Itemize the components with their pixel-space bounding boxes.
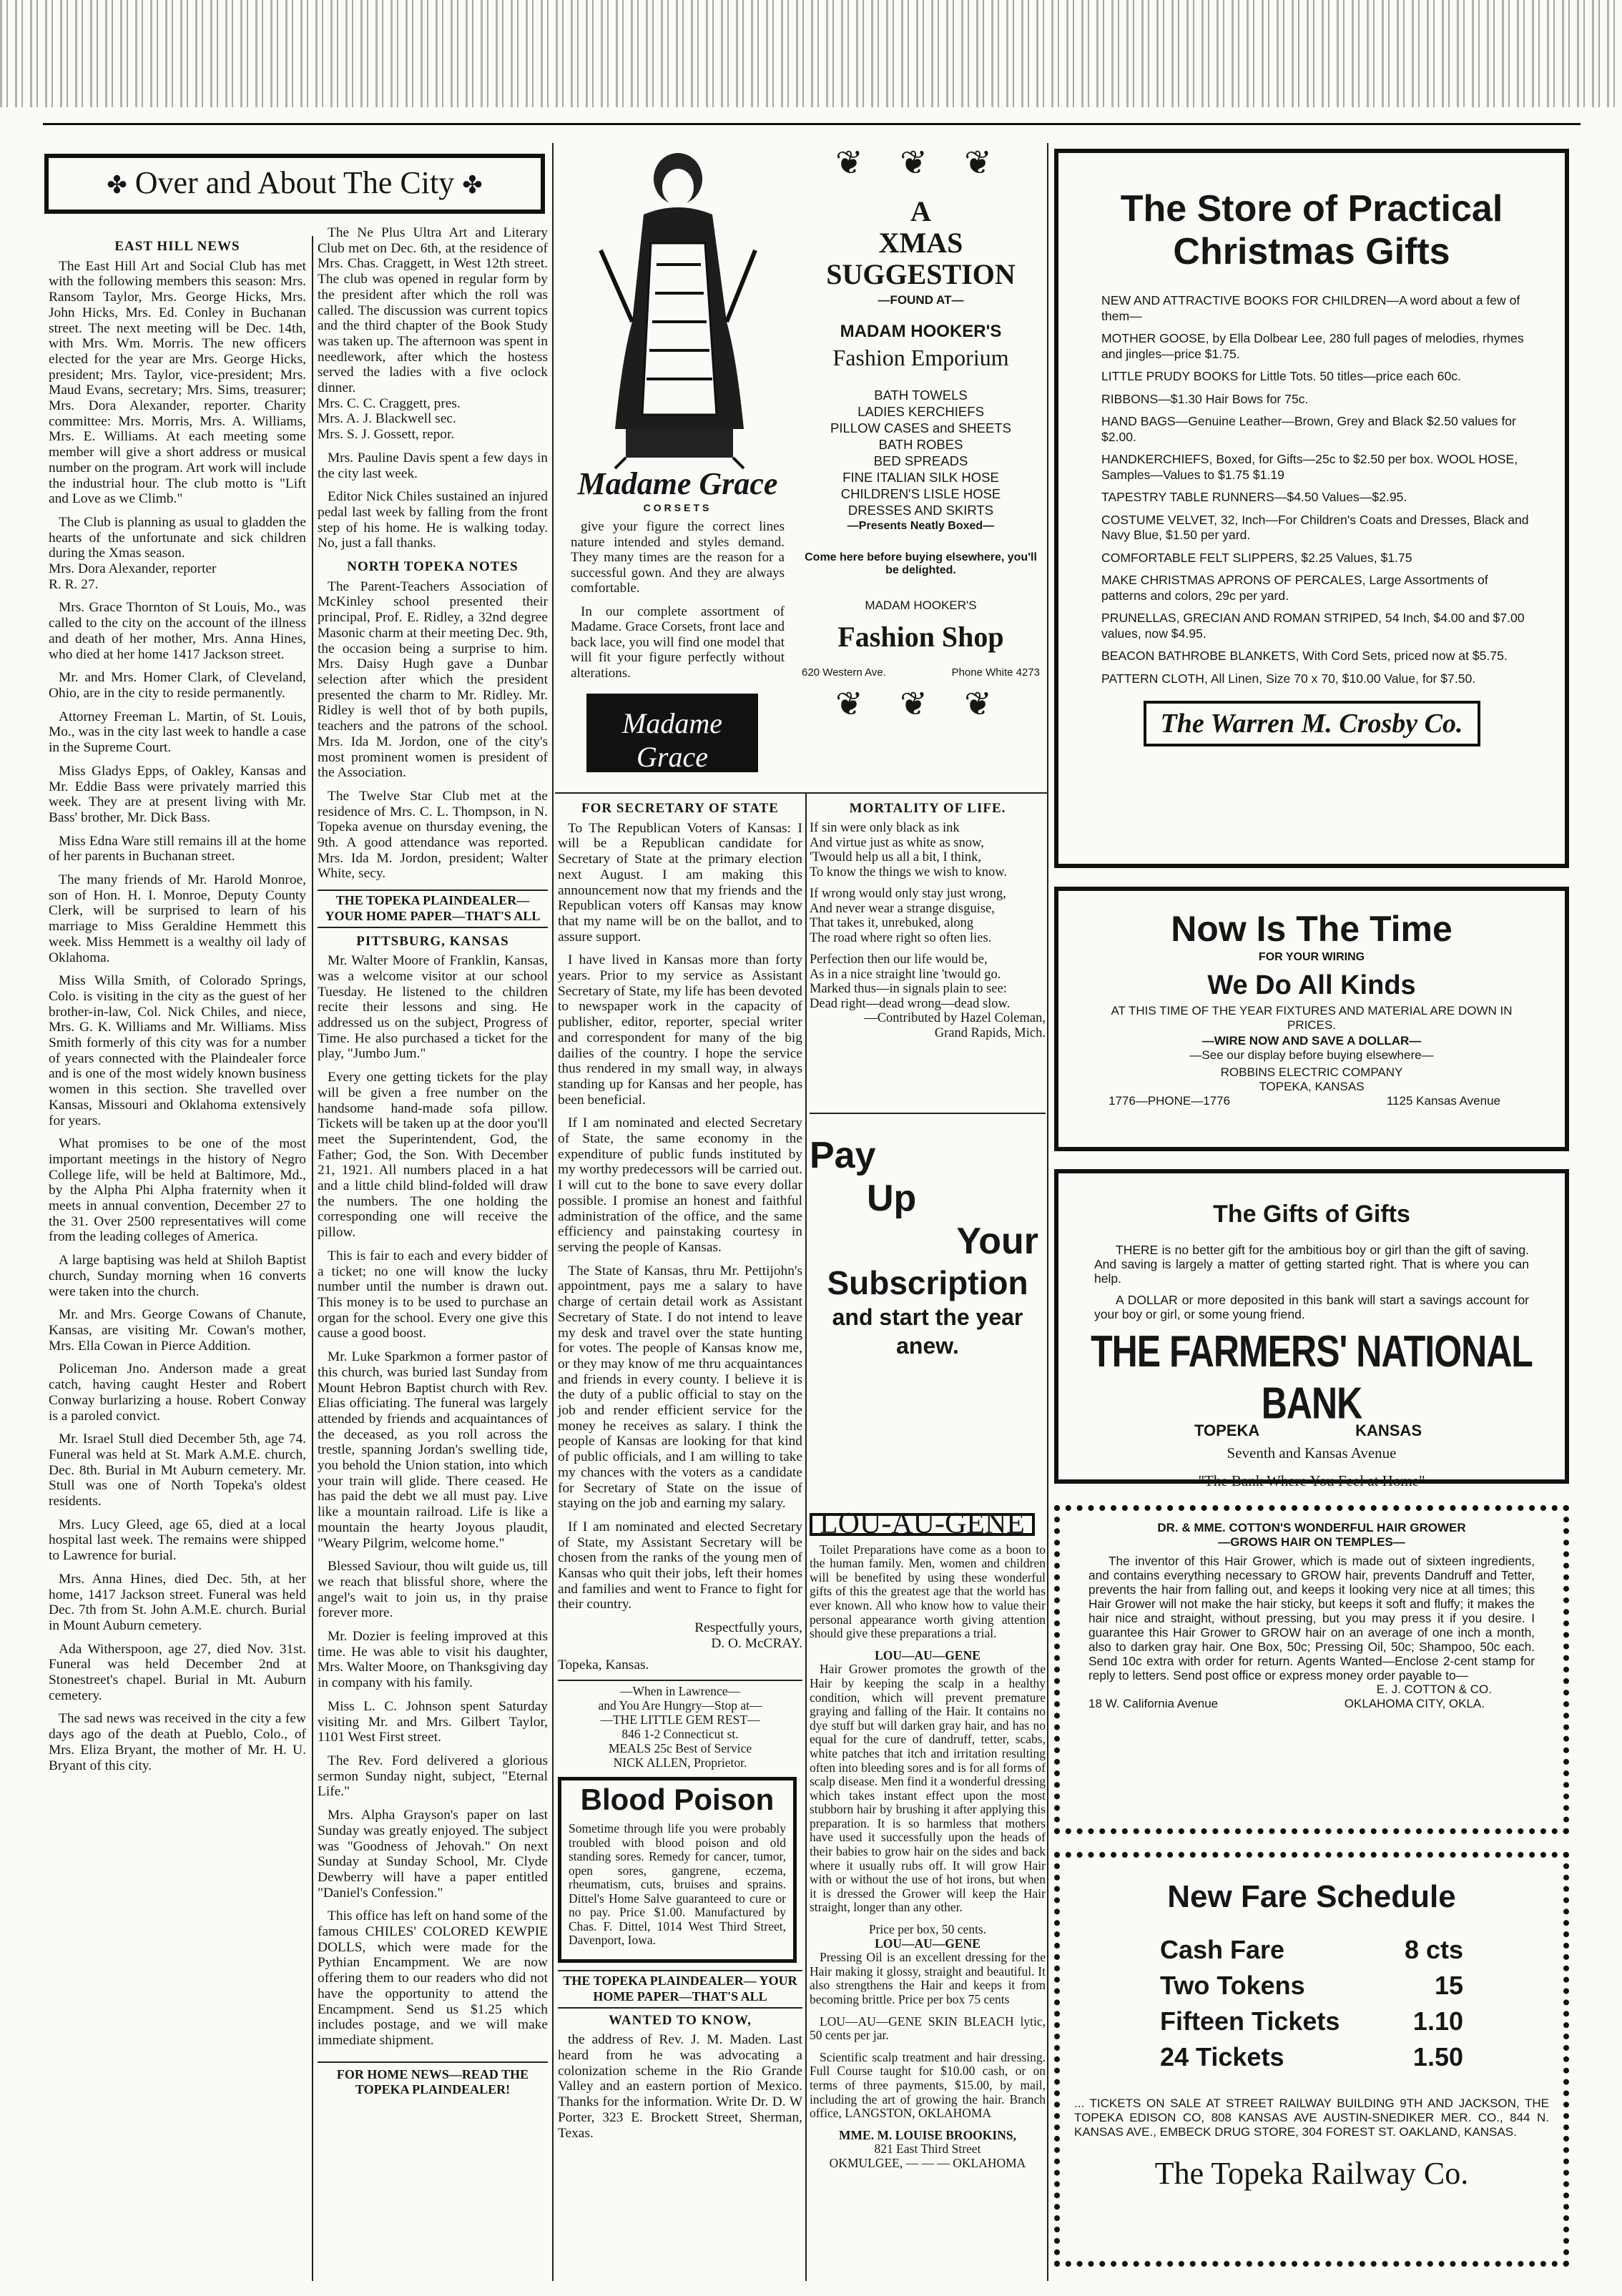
- gem-rest-line: and You Are Hungry—Stop at—: [598, 1698, 762, 1713]
- store-item: TAPESTRY TABLE RUNNERS—$4.50 Values—$2.95.: [1101, 490, 1407, 504]
- secretary-place: Topeka, Kansas.: [558, 1657, 649, 1672]
- news-paragraph: Every one getting tickets for the play will be given a free number on the handsome hand-made sofa pillow. Tickets will be taken up at the door you'll meet the Superintendent, God, the Father; God, the Son. With December 21, 1921. All numbers placed in a hat and a little child blind-folded will draw the numbers. The one holding the corresponding one will receive the pillow.: [318, 1070, 548, 1241]
- corset-label-box: [586, 694, 758, 784]
- fare-company: The Topeka Railway Co.: [1154, 2156, 1469, 2191]
- fare-label: Fifteen Tickets: [1160, 2006, 1340, 2036]
- store-item: COSTUME VELVET, 32, Inch—For Children's Coats and Dresses, Black and Navy Blue, $1.50 per yard.: [1101, 512, 1529, 542]
- blood-poison-title: Blood Poison: [580, 1783, 775, 1817]
- xmas-shop-sub: Fashion Shop: [837, 621, 1004, 653]
- masthead-title: Over and About The City: [134, 165, 455, 200]
- news-paragraph: The Twelve Star Club met at the residence of Mrs. C. L. Thompson, in N. Topeka avenue on thursday evening, the 9th. A good attendance was reported. Mrs. Ida M. Jordon, president; Walter White, secy.: [318, 788, 548, 882]
- electric-sub: FOR YOUR WIRING: [1258, 951, 1365, 963]
- xmas-come: Come here before buying elsewhere, you'll be delighted.: [805, 551, 1037, 576]
- poem-line: The road where right so often lies.: [810, 930, 992, 945]
- fare-ad: [1054, 1852, 1569, 2267]
- gem-rest-line: —THE LITTLE GEM REST—: [600, 1713, 760, 1728]
- bank-name: THE FARMERS' NATIONAL BANK: [1091, 1326, 1533, 1429]
- blood-poison-ad: [558, 1777, 797, 1963]
- xmas-line2: XMAS: [878, 227, 963, 259]
- fare-row: [1160, 2004, 1463, 2039]
- secretary-closing: Respectfully yours,: [694, 1620, 802, 1636]
- lou-city: OKMULGEE, — — — OKLAHOMA: [829, 2155, 1026, 2170]
- plaindealer-divider: THE TOPEKA PLAINDEALER— YOUR HOME PAPER—THAT'S ALL: [318, 890, 548, 927]
- lou-signer: MME. M. LOUISE BROOKINS,: [839, 2127, 1016, 2142]
- secretary-paragraph: The State of Kansas, thru Mr. Pettijohn's appointment, pays me a salary to have charge of certain detail work as Assistant Secretary of State. I do not intend to leave my desk and travel over the state hunting for votes. The people of Kansas know me, or they may know of me thru acquaintances and friends in every county. I believe it is the duty of a public official to stay on the job and render efficient service for the money he receives as salary. I think the people of Kansas are looking for that kind of public officials, and I am willing to take my chances with the voters as a candidate for Secretary of State on the issue of staying on the job and earning my salary.: [558, 1263, 802, 1512]
- hair-grower-ad: [1054, 1505, 1569, 1834]
- mortality-poem: [810, 821, 1046, 1011]
- hair-signer: E. J. COTTON & CO.: [1376, 1682, 1492, 1696]
- lou-heading2: LOU—AU—GENE: [875, 1936, 980, 1951]
- bank-title: The Gifts of Gifts: [1213, 1201, 1410, 1228]
- xmas-item: BED SPREADS: [873, 453, 968, 468]
- mortality-credit-place: Grand Rapids, Mich.: [934, 1026, 1046, 1040]
- blood-poison-body: Sometime through life you were probably troubled with blood poison and old standing sores. Remedy for cancer, tumor, open sores, gangrene, eczema, rheumatism, cuts, bruises and sprains. Dittel's Home Salve guaranteed to cure or no pay. Price $1.00. Manufactured by Chas. F. Dittel, 1014 West Third Street, Davenport, Iowa.: [569, 1821, 786, 1948]
- fare-label: 24 Tickets: [1160, 2042, 1284, 2071]
- poem-line: And never wear a strange disguise,: [810, 901, 995, 916]
- store-item: PATTERN CLOTH, All Linen, Size 70 x 70, $10.00 Value, for $7.50.: [1101, 671, 1476, 686]
- woman-illustration-icon: [558, 143, 797, 472]
- column-2-part-b: [318, 579, 548, 882]
- store-item: LITTLE PRUDY BOOKS for Little Tots. 50 titles—price each 60c.: [1101, 369, 1461, 383]
- store-item: MAKE CHRISTMAS APRONS OF PERCALES, Large Assortments of patterns and colors, 29c per yard.: [1101, 573, 1488, 603]
- secretary-column: [558, 798, 802, 2282]
- news-paragraph: Policeman Jno. Anderson made a great catch, having caught Hester and Robert Conway burlarizing a house. Robert Conway is a paroled convict.: [49, 1361, 306, 1424]
- gem-rest-ad: [558, 1680, 802, 1770]
- lou-price1: Price per box, 50 cents.: [868, 1922, 987, 1937]
- fare-row: [1160, 2039, 1463, 2075]
- news-paragraph: What promises to be one of the most important meetings in the history of Negro College life, will be held at Baltimore, Md., by the Alpha Phi Alpha fraternity when it meets in annual convention, December 27 to the 31. Over 2500 representatives will come from the leading colleges of America.: [49, 1136, 306, 1245]
- poem-line: Perfection then our life would be,: [810, 952, 988, 967]
- bank-city: TOPEKA: [1194, 1422, 1260, 1439]
- news-paragraph: The Club is planning as usual to gladden the hearts of the unfortunate and sick children during the Xmas season. Mrs. Dora Alexander, reporter R. R. 27.: [49, 514, 306, 592]
- secretary-paragraph: To The Republican Voters of Kansas: I will be a Republican candidate for Secretary of State at the primary election next August. I am making this announcement now that my friends and the Republican voters off Kansas may know that my name will be on the ballot, and to assure support.: [558, 820, 802, 945]
- hair-body: The inventor of this Hair Grower, which is made out of sixteen ingredients, and contains everything necessary to GROW hair, prevents Dandruff and Tetter, prevents the hair from falling out, and keeps it looking very nice at all times; this Hair Grower will not make the hair sticky, but keeps it soft and fluffy; it makes the hair nice and straight, without pressing, but you may press it if you desire. I guarantee this Hair Grower to GROW hair on an average of one inch a month, also to darken gray hair. One Box, 50c; Pressing Oil, 50c; Shampoo, 50c each. Send 10c extra with order for return. Agents Wanted—Enclose 2-cent stamp for reply to letters. Send post office or express money order payable to—: [1088, 1554, 1535, 1682]
- pay-up-l4: Subscription: [827, 1264, 1028, 1301]
- fare-row: [1160, 1968, 1463, 2004]
- pittsburg-heading: PITTSBURG, KANSAS: [356, 933, 509, 949]
- news-paragraph: Mr. Dozier is feeling improved at this time. He was able to visit his daughter, Mrs. Walter Moore, on Thanksgiving day in company with his family.: [318, 1629, 548, 1691]
- xmas-ad: [797, 143, 1044, 787]
- news-paragraph: Miss Edna Ware still remains ill at the home of her parents in Buchanan street.: [49, 833, 306, 864]
- gem-rest-line: 846 1-2 Connecticut st.: [621, 1727, 739, 1742]
- xmas-item: DRESSES AND SKIRTS: [847, 503, 994, 518]
- poem-line: That takes it, unrebuked, along: [810, 916, 974, 930]
- electric-company: ROBBINS ELECTRIC COMPANY: [1220, 1065, 1403, 1079]
- news-paragraph: Miss Gladys Epps, of Oakley, Kansas and Mr. Eddie Bass were privately married this week. They are at present living with Mr. Bass' brother, Mr. Dick Bass.: [49, 763, 306, 825]
- row-rule: [555, 792, 1047, 794]
- column-2-part-c: [318, 953, 548, 2048]
- pay-up-ad: [810, 1134, 1046, 1492]
- store-item: HANDKERCHIEFS, Boxed, for Gifts—25c to $2.50 per box. WOOL HOSE, Samples—Values to $1.75 $1.19: [1101, 452, 1518, 482]
- store-item: COMFORTABLE FELT SLIPPERS, $2.25 Values, $1.75: [1101, 550, 1412, 565]
- store-item: NEW AND ATTRACTIVE BOOKS FOR CHILDREN—A word about a few of them—: [1101, 293, 1520, 323]
- secretary-heading: FOR SECRETARY OF STATE: [581, 801, 779, 816]
- poem-line: [810, 880, 1046, 887]
- poem-line: [810, 945, 1046, 952]
- hair-sub: —GROWS HAIR ON TEMPLES—: [1218, 1535, 1405, 1549]
- column-rule: [552, 143, 554, 2281]
- secretary-body: [558, 821, 802, 1612]
- pay-up-l1: Pay: [810, 1135, 876, 1176]
- lou-p1: Hair Grower promotes the growth of the Hair by keeping the scalp in a healthy condition, which will prevent premature graying and falling of the Hair. It contains no dye stuff but will darken gray hair, and has no equal for the cure of dandruff, tetter, scabs, white patches that itch and irritation resulting often into bleeding sores and is for all forms of scalp disease. Men find it a wonderful dressing which takes instant effect upon the most stubborn hair by brushing it after applying this preparation. It is so harmless that mothers have used it successfully upon the heads of their babies to grow hair on the sides and back where it usually rubs off. It will grow Hair with or without the use of hot irons, but when it is dressed the Grower will keep the Hair straight, longer than any other.: [810, 1662, 1046, 1915]
- gem-rest-line: NICK ALLEN, Proprietor.: [613, 1755, 747, 1770]
- lou-p3: LOU—AU—GENE SKIN BLEACH lytic, 50 cents per jar.: [810, 2014, 1046, 2043]
- xmas-store-sub: Fashion Emporium: [832, 345, 1009, 370]
- news-paragraph: The many friends of Mr. Harold Monroe, son of Hon. H. I. Monroe, Deputy County Clerk, will be surprised to learn of his marriage to Miss Geraldine Hemmett this week. Miss Hemmett is a wealthy oil lady of Oklahoma.: [49, 872, 306, 965]
- news-paragraph: Mr. Luke Sparkmon a former pastor of this church, was buried last Sunday from Mount Hebron Baptist church with Rev. Elias officiating. The funeral was largely attended by friends and acquaintances of the deceased, as you roll across the trestle, spanning Jordan's swelling tide, you behold the Union station, into which your train will glide. There ceased. He has paid the debt we all must pay. Live like a mountain railroad. Life is like a mountain the hearty Joyous plaudit, "Weary Pilgrim, welcome home.": [318, 1349, 548, 1551]
- hair-city: OKLAHOMA CITY, OKLA.: [1344, 1697, 1485, 1710]
- xmas-item: PILLOW CASES and SHEETS: [830, 420, 1011, 435]
- store-title-1: The Store of Practical: [1120, 188, 1503, 230]
- lou-p2: Pressing Oil is an excellent dressing for the Hair making it glossy, straight and beautiful. It also strengthens the Hair and keeps it from becoming brittle. Price per box 75 cents: [810, 1950, 1046, 2006]
- xmas-shop-name: MADAM HOOKER'S: [865, 598, 977, 612]
- pay-up-l5: and start the year: [832, 1304, 1023, 1330]
- wanted-heading: WANTED TO KNOW,: [609, 2012, 752, 2028]
- electric-l1: AT THIS TIME OF THE YEAR FIXTURES AND MATERIAL ARE DOWN IN PRICES.: [1111, 1004, 1513, 1032]
- secretary-paragraph: If I am nominated and elected Secretary of State, the same economy in the expenditure of public funds instituted by my worthy predecessors will be carried out. I will cut to the bone to save every dollar possible. I promise an honest and faithful administration of the office, and the same efficiency and painstaking courtesy in serving the people of Kansas.: [558, 1115, 802, 1255]
- news-paragraph: Mr. Israel Stull died December 5th, age 74. Funeral was held at St. Mark A.M.E. church, Dec. 8th. Burial in Mt Auburn cemetery. Mr. Stull was one of North Topeka's oldest residents.: [49, 1432, 306, 1509]
- news-paragraph: Mrs. Alpha Grayson's paper on last Sunday was greatly enjoyed. The subject was "Goodness of Jehovah." On next Sunday at Sunday School, Mr. Clyde Dewberry will have a paper entitled "Daniel's Confession.": [318, 1808, 548, 1901]
- poem-line: As in a nice straight line 'twould go.: [810, 967, 1001, 982]
- fare-row: [1160, 1932, 1463, 1968]
- corset-brand: Madame Grace: [577, 466, 778, 501]
- fare-value: 1.10: [1412, 2006, 1463, 2036]
- xmas-line3: SUGGESTION: [826, 258, 1016, 290]
- east-hill-heading: EAST HILL NEWS: [114, 239, 240, 254]
- column-rule: [805, 794, 807, 2281]
- news-paragraph: Ada Witherspoon, age 27, died Nov. 31st. Funeral was held December 2nd at Stonestreet's chapel. Burial in Mt. Auburn cemetery.: [49, 1641, 306, 1703]
- column-rule: [1047, 143, 1048, 2281]
- xmas-item: BATH TOWELS: [874, 388, 968, 403]
- corset-label: Madame Grace: [622, 707, 722, 773]
- masthead-box: [44, 154, 545, 214]
- news-paragraph: This office has left on hand some of the famous CHILES' COLORED KEWPIE DOLLS, which were made for the Pythian Encampment. We are now offering them to our readers who did not have the opportunity to attend the Encampment. Send us $1.25 which includes postage, and we will make immediate shipment.: [318, 1908, 548, 2048]
- electric-title: Now Is The Time: [1171, 909, 1453, 949]
- xmas-phone: Phone White 4273: [951, 666, 1040, 679]
- fare-title: New Fare Schedule: [1167, 1879, 1456, 1914]
- leaf-ornament-icon: ✤: [107, 172, 127, 199]
- fare-value: 8 cts: [1404, 1935, 1463, 1964]
- xmas-store: MADAM HOOKER'S: [840, 322, 1002, 341]
- bank-state: KANSAS: [1355, 1422, 1422, 1439]
- lou-au-gene-ad: [810, 1507, 1046, 2282]
- fare-label: Two Tokens: [1160, 1971, 1305, 2000]
- lou-p4: Scientific scalp treatment and hair dressing. Full Course taught for $10.00 cash, or on terms of three payments, $15.00, by mail, including the art of growing the hair. Branch office, LANGSTON, OKLAHOMA: [810, 2049, 1046, 2121]
- xmas-item: CHILDREN'S LISLE HOSE: [840, 486, 1001, 501]
- news-paragraph: The Rev. Ford delivered a glorious sermon Sunday night, subject, "Eternal Life.": [318, 1753, 548, 1800]
- news-paragraph: Mrs. Pauline Davis spent a few days in the city last week.: [318, 450, 548, 481]
- pay-up-l6: anew.: [896, 1333, 959, 1359]
- xmas-item: BATH ROBES: [878, 437, 963, 452]
- holly-ornament-icon: ❦ ❦ ❦: [835, 686, 1006, 722]
- corset-body-a: give your figure the correct lines nature intended and styles demand. They many times are the reason for a successful gown. And they are always comfortable.: [571, 519, 785, 596]
- bank-p2: A DOLLAR or more deposited in this bank will start a savings account for your boy or girl, or some young friend.: [1094, 1293, 1529, 1321]
- top-rule: [43, 123, 1581, 125]
- store-items: [1101, 293, 1536, 686]
- news-paragraph: Attorney Freeman L. Martin, of St. Louis, Mo., was in the city last week to handle a case in the Supreme Court.: [49, 709, 306, 756]
- torn-page-edge: [0, 0, 1622, 107]
- store-title-2: Christmas Gifts: [1173, 231, 1450, 272]
- news-paragraph: A large baptising was held at Shiloh Baptist church, Sunday morning when 16 converts were taken into the church.: [49, 1253, 306, 1299]
- bank-slogan: "The Bank Where You Feel at Home": [1198, 1472, 1425, 1489]
- news-paragraph: Mrs. Lucy Gleed, age 65, died at a local hospital last week. The remains were shipped to Lawrence for burial.: [49, 1517, 306, 1564]
- store-item: HAND BAGS—Genuine Leather—Brown, Grey and Black $2.50 values for $2.00.: [1101, 414, 1516, 444]
- poem-line: Marked thus—in signals plain to see:: [810, 982, 1007, 996]
- row-rule: [810, 1113, 1046, 1114]
- fare-value: 1.50: [1412, 2042, 1463, 2071]
- pay-up-l3: Your: [956, 1221, 1038, 1262]
- north-topeka-heading: NORTH TOPEKA NOTES: [347, 559, 518, 575]
- news-paragraph: Miss L. C. Johnson spent Saturday visiting Mr. and Mrs. Gilbert Taylor, 1101 West First street.: [318, 1698, 548, 1745]
- store-item: BEACON BATHROBE BLANKETS, With Cord Sets, priced now at $5.75.: [1101, 649, 1508, 663]
- electric-address: 1125 Kansas Avenue: [1386, 1094, 1500, 1108]
- poem-line: If sin were only black as ink: [810, 821, 960, 835]
- lou-street: 821 East Third Street: [874, 2142, 981, 2157]
- hair-address: 18 W. California Avenue: [1088, 1697, 1219, 1710]
- poem-line: 'Twould help us all a bit, I think,: [810, 850, 981, 864]
- column-4: [810, 798, 1046, 2282]
- holly-ornament-icon: ❦ ❦ ❦: [835, 144, 1006, 181]
- column-1-body: [49, 259, 306, 1774]
- store-item: PRUNELLAS, GRECIAN AND ROMAN STRIPED, 54 Inch, $4.00 and $7.00 values, now $4.95.: [1101, 611, 1525, 641]
- leaf-ornament-icon: ✤: [462, 172, 483, 199]
- fare-label: Cash Fare: [1160, 1935, 1285, 1964]
- hair-title: DR. & MME. COTTON'S WONDERFUL HAIR GROWER: [1157, 1521, 1466, 1534]
- bank-street: Seventh and Kansas Avenue: [1227, 1444, 1397, 1462]
- xmas-address: 620 Western Ave.: [802, 666, 886, 679]
- corset-ad: [558, 143, 797, 787]
- column-1: [49, 236, 306, 2281]
- xmas-found-at: —FOUND AT—: [878, 293, 964, 307]
- mortality-heading: MORTALITY OF LIFE.: [849, 801, 1006, 816]
- news-paragraph: The Parent-Teachers Association of McKinley school presented their principal, Prof. E. Ridley, a 32nd degree Masonic charm at their meeting Dec. 9th, the occasion being a surprise to him. Mrs. Daisy Hugh gave a Dunbar selection after which the president presented the charm to Mr. Ridley. Mr. Ridley is well thot of by both pupils, teachers and the patrons of the school. Mrs. Ida M. Jordon, one of the city's most prominent women is president of the Association.: [318, 578, 548, 781]
- news-paragraph: Mr. and Mrs. George Cowans of Chanute, Kansas, are visiting Mr. Cowan's mother, Mrs. Ella Cowan in Pierce Addition.: [49, 1307, 306, 1354]
- corset-label-sub: CORSETS BANDEAUX: [615, 774, 729, 784]
- column-rule: [312, 236, 313, 2281]
- electric-big: We Do All Kinds: [1207, 970, 1416, 1000]
- mortality-credit: —Contributed by Hazel Coleman,: [864, 1011, 1046, 1025]
- news-paragraph: This is fair to each and every bidder of a ticket; no one will know the lucky number until the number is drawn out. This money is to be used to purchase an organ for the school. Every one give this cause a good boost.: [318, 1248, 548, 1341]
- news-paragraph: The East Hill Art and Social Club has met with the following members this season: Mrs. Ransom Taylor, Mrs. George Hicks, Mrs. John Hicks, Mrs. Ed. Conley in Buchanan street. The next meeting will be Dec. 14th, with Mrs. Wm. Morris. The new officers elected for the year are Mrs. George Hicks, president; Mrs. Taylor, vice-president; Mrs. Maud Evans, secretary; Mrs. Sims, treasurer; Mrs. Dora Alexander, reporter. Charity committee: Mrs. Morris, Mrs. A. Williams, Mrs. E. Williams. At each meeting some member will give a short address or musical number on the program. Art work will include the industrial hour. The club motto is "Lift and Love as we Climb.": [49, 258, 306, 507]
- column-2: [318, 225, 548, 2285]
- news-paragraph: Mrs. Anna Hines, died Dec. 5th, at her home, 1417 Jackson street. Funeral was held Dec. 7th from St. John A.M.E. church. Burial in Mount Auburn cemetery.: [49, 1571, 306, 1633]
- xmas-item: FINE ITALIAN SILK HOSE: [842, 470, 999, 485]
- electric-l2: —WIRE NOW AND SAVE A DOLLAR—: [1201, 1034, 1422, 1048]
- lou-logo: LOU-AU-GENE: [810, 1513, 1035, 1536]
- xmas-item: LADIES KERCHIEFS: [857, 404, 984, 419]
- plaindealer-divider: THE TOPEKA PLAINDEALER— YOUR HOME PAPER—THAT'S ALL: [558, 1970, 802, 2008]
- news-paragraph: The sad news was received in the city a few days ago of the death at Pueblo, Colo., of Mrs. Eliza Bryant, the mother of Mr. H. U. Bryant of this city.: [49, 1711, 306, 1773]
- store-ad: [1054, 149, 1569, 868]
- news-paragraph: Mrs. Grace Thornton of St Louis, Mo., was called to the city on the account of the illness and death of her mother, Mrs. Anna Hines, who died at her home 1417 Jackson street.: [49, 600, 306, 662]
- poem-line: To know the things we wish to know.: [810, 864, 1008, 880]
- secretary-paragraph: I have lived in Kansas more than forty years. Prior to my service as Assistant Secretary of State, my life has been devoted to newspaper work in the capacity of publisher, editor, reporter, special writer and correspondent for many of the big dailies of the country. I hope the service thus rendered in my small way, in always standing up for Kansas and her people, has been beneficial.: [558, 952, 802, 1108]
- news-paragraph: Miss Willa Smith, of Colorado Springs, Colo. is visiting in the city as the guest of her brother-in-law, Col. Nick Chiles, and niece, Mrs. G. K. Williams and Mr. Williams. Miss Smith formerly of this city was for a number of years connected with the Plaindealer force and is one of the most widely known business women in this section. She travelled over Kansas, Missouri and Oklahoma extensively for years.: [49, 973, 306, 1128]
- electric-ad: [1054, 887, 1569, 1151]
- fare-table: [1160, 1932, 1463, 2075]
- fare-value: 15: [1434, 1971, 1463, 2000]
- pay-up-l2: Up: [867, 1178, 917, 1219]
- lou-heading: LOU—AU—GENE: [875, 1647, 980, 1662]
- column-2-part-a: [318, 225, 548, 551]
- corset-body-b: In our complete assortment of Madame. Grace Corsets, front lace and back lace, you will find one model that will fit your figure perfectly without alterations.: [571, 603, 785, 681]
- poem-line: And virtue just as white as snow,: [810, 835, 984, 850]
- xmas-boxed: —Presents Neatly Boxed—: [847, 520, 995, 532]
- store-item: RIBBONS—$1.30 Hair Bows for 75c.: [1101, 391, 1309, 406]
- fare-tickets: ... TICKETS ON SALE AT STREET RAILWAY BUILDING 9TH AND JACKSON, THE TOPEKA EDISON CO, 808 KANSAS AVE AUSTIN-SNEDIKER MER. CO., 844 N. KANSAS AVE., EMBECK DRUG STORE, 304 FOREST ST. OAKLAND, KANSAS.: [1074, 2097, 1549, 2139]
- lou-intro: Toilet Preparations have come as a boon to the human family. Men, women and children will be benefited by using these wonderful gifts of this the greatest age that the world has ever known. All who know how to value their personal appearance worth giving attention should give these preparations a trial.: [810, 1542, 1046, 1641]
- news-paragraph: The Ne Plus Ultra Art and Literary Club met on Dec. 6th, at the residence of Mrs. Chas. Craggett, in West 12th street. The club was opened in regular form by the president after which the roll was called. The discussion was current topics and the third chapter of the Book Study was taken up. The afternoon was spent in needlework, after which the hostess served the ladies with a five oclock dinner. Mrs. C. C. Craggett, pres. Mrs. A. J. Blackwell sec. Mrs. S. J. Gossett, repor.: [318, 225, 548, 443]
- xmas-line1: A: [910, 195, 931, 227]
- electric-phone: 1776—PHONE—1776: [1109, 1094, 1231, 1108]
- gem-rest-line: MEALS 25c Best of Service: [608, 1741, 752, 1756]
- crosby-logo: The Warren M. Crosby Co.: [1144, 701, 1480, 747]
- bank-p1: THERE is no better gift for the ambitious boy or girl than the gift of saving. And saving is largely a matter of getting started right. That is where you can help.: [1094, 1243, 1529, 1286]
- electric-city: TOPEKA, KANSAS: [1259, 1080, 1365, 1093]
- news-paragraph: Editor Nick Chiles sustained an injured pedal last week by falling from the front step of his home. He is walking today. No, just a fall thanks.: [318, 489, 548, 551]
- news-paragraph: Blessed Saviour, thou wilt guide us, till we reach that blissful shore, where the angel's wait to join us, in thy praise forever more.: [318, 1559, 548, 1621]
- wanted-body: the address of Rev. J. M. Maden. Last heard from he was advocating a colonization scheme in the Rio Grande Valley and an eastern portion of Mexico. Thanks for the information. Write Dr. D. W Porter, 323 E. Brockett Street, Sherman, Texas.: [558, 2032, 802, 2141]
- secretary-paragraph: If I am nominated and elected Secretary of State, my Assistant Secretary will be chosen from the ranks of the young men of Kansas who quit their jobs, left their homes and families and went to France to fight for their country.: [558, 1519, 802, 1612]
- xmas-items: [797, 387, 1044, 518]
- corset-brand-sub: CORSETS: [643, 502, 712, 513]
- poem-line: If wrong would only stay just wrong,: [810, 887, 1006, 901]
- secretary-signer: D. O. McCRAY.: [711, 1635, 802, 1651]
- gem-rest-line: —When in Lawrence—: [619, 1684, 741, 1699]
- news-paragraph: Mr. and Mrs. Homer Clark, of Cleveland, Ohio, are in the city to reside permanently.: [49, 670, 306, 701]
- home-news-footer: FOR HOME NEWS—READ THE TOPEKA PLAINDEALER!: [318, 2061, 548, 2098]
- news-paragraph: Mr. Walter Moore of Franklin, Kansas, was a welcome visitor at our school Tuesday. He listened to the children recite their lessons and sing. He addressed us on the subject, Progress of Time. He also purchased a ticket for the play, "Jumbo Jum.": [318, 953, 548, 1062]
- store-item: MOTHER GOOSE, by Ella Dolbear Lee, 280 full pages of melodies, rhymes and jingles—price $1.75.: [1101, 331, 1524, 361]
- electric-l3: —See our display before buying elsewhere—: [1189, 1048, 1434, 1062]
- poem-line: Dead right—dead wrong—dead slow.: [810, 996, 1011, 1011]
- bank-ad: [1054, 1169, 1569, 1489]
